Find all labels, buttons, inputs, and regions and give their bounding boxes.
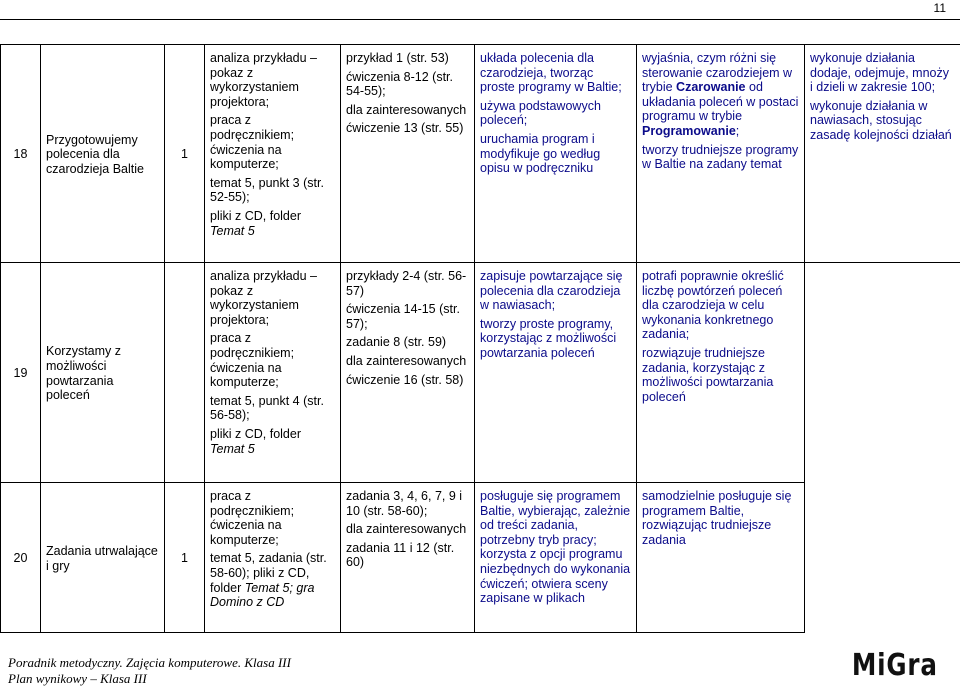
task-text: dla zainteresowanych: [346, 102, 467, 117]
task-text: przykład 1 (str. 53): [346, 51, 449, 65]
task-text: ćwiczenia 14-15 (str. 57);: [346, 302, 460, 331]
task-text: ćwiczenia 8-12 (str. 54-55);: [346, 69, 453, 99]
footer: [8, 655, 291, 687]
basic-text: posługuje się programem Baltie, wybierając, zależnie od treści zadania, potrzebny tryb pracy; korzysta z opcji programu niezbędnych do wykonania ćwiczeń; otwiera sceny zapisane w plikach: [480, 489, 631, 606]
method-cell: [205, 483, 341, 633]
basic-requirements-cell: [475, 45, 637, 263]
lesson-number: 20: [1, 483, 41, 633]
task-text: zadania 3, 4, 6, 7, 9 i 10 (str. 58-60);: [346, 489, 463, 518]
method-text: praca z podręcznikiem; ćwiczenia na komputerze;: [210, 113, 295, 172]
basic-requirements-cell: [475, 483, 637, 633]
task-text: dla zainteresowanych: [346, 353, 467, 368]
basic-text: używa podstawowych poleceń;: [480, 98, 601, 128]
mode-name-czarowanie: Czarowanie: [676, 80, 746, 95]
excellent-requirements-cell: [805, 45, 960, 263]
lesson-hours: [165, 263, 205, 483]
task-text: ćwiczenie 16 (str. 58): [346, 372, 464, 387]
method-text: temat 5, punkt 3 (str. 52-55);: [210, 175, 324, 205]
tasks-cell: [341, 45, 475, 263]
extended-requirements-cell: [637, 483, 805, 633]
extended-text-part: ;: [735, 123, 740, 138]
method-extra-text: temat 5, zadania (str. 58-60); pliki z CD, folder: [210, 551, 327, 595]
extended-text-part: wyjaśnia, czym różni się sterowanie czarodziejem w trybie: [642, 51, 793, 95]
extended-text: [642, 51, 799, 139]
method-text: temat 5, punkt 4 (str. 56-58);: [210, 393, 324, 423]
mode-name-programowanie: Programowanie: [642, 123, 736, 138]
task-text: ćwiczenie 13 (str. 55): [346, 121, 464, 136]
lesson-hours: 1: [165, 483, 205, 633]
table-row: [1, 483, 960, 633]
tasks-cell: [341, 483, 475, 633]
method-extra: [210, 551, 335, 609]
excellent-requirements-cell: [805, 263, 960, 483]
basic-text: zapisuje powtarzające się polecenia dla czarodzieja w nawiasach;: [480, 269, 623, 313]
lesson-number: 19: [1, 263, 41, 483]
basic-text: uruchamia program i modyfikuje go według opisu w podręczniku: [480, 131, 601, 176]
publisher-logo: MiGra: [852, 648, 938, 683]
basic-text: układa polecenia dla czarodzieja, tworząc proste programy w Baltie;: [480, 51, 622, 95]
header-rule: [0, 19, 960, 20]
method-cell: [205, 263, 341, 483]
lesson-topic: Przygotowujemy polecenia dla czarodzieja Baltie: [41, 45, 165, 263]
tasks-cell: [341, 263, 475, 483]
basic-text: tworzy proste programy, korzystając z możliwości powtarzania poleceń: [480, 316, 617, 360]
method-extra-italic: Temat 5: [210, 441, 255, 456]
task-text: przykłady 2-4 (str. 56-57): [346, 269, 467, 298]
extended-text: potrafi poprawnie określić liczbę powtórzeń poleceń dla czarodzieja w celu wykonania konkretnego zadania;: [642, 269, 784, 342]
method-text: analiza przykładu – pokaz z wykorzystaniem projektora;: [210, 269, 318, 327]
task-text: zadanie 8 (str. 59): [346, 335, 447, 350]
method-extra: [210, 427, 335, 456]
excellent-text: wykonuje działania dodaje, odejmuje, mnoży i dzieli w zakresie 100;: [810, 51, 949, 95]
lesson-number: 18: [1, 45, 41, 263]
page-number: 11: [933, 1, 946, 15]
footer-subtitle: Plan wynikowy – Klasa III: [8, 671, 147, 686]
extended-text: tworzy trudniejsze programy w Baltie na zadany temat: [642, 142, 799, 172]
lesson-plan-table: [0, 44, 960, 633]
table-row: [1, 263, 960, 483]
task-text: dla zainteresowanych: [346, 522, 467, 537]
extended-requirements-cell: [637, 263, 805, 483]
table-row: [1, 45, 960, 263]
method-extra-italic: Temat 5: [210, 223, 255, 238]
method-text: praca z podręcznikiem; ćwiczenia na komputerze;: [210, 331, 295, 390]
task-text: zadania 11 i 12 (str. 60): [346, 540, 455, 570]
method-extra: [210, 209, 335, 238]
method-extra-text: pliki z CD, folder: [210, 208, 301, 223]
method-text: analiza przykładu – pokaz z wykorzystaniem projektora;: [210, 51, 318, 109]
method-extra-text: pliki z CD, folder: [210, 426, 301, 441]
method-text: praca z podręcznikiem; ćwiczenia na komputerze;: [210, 489, 295, 547]
footer-title: Poradnik metodyczny. Zajęcia komputerowe. Klasa III: [8, 655, 291, 670]
extended-text: rozwiązuje trudniejsze zadania, korzystając z możliwości powtarzania poleceń: [642, 345, 774, 404]
basic-requirements-cell: [475, 263, 637, 483]
method-extra-italic: Temat 5; gra Domino z CD: [210, 580, 315, 610]
excellent-text: wykonuje działania w nawiasach, stosując zasadę kolejności działań: [810, 98, 952, 142]
lesson-topic: Zadania utrwalające i gry: [41, 483, 165, 633]
extended-text-part: od układania poleceń w postaci programu w trybie: [642, 80, 799, 124]
method-cell: [205, 45, 341, 263]
lesson-hours: 1: [165, 45, 205, 263]
extended-text: samodzielnie posługuje się programem Baltie, rozwiązując trudniejsze zadania: [642, 489, 792, 547]
extended-requirements-cell: [637, 45, 805, 263]
excellent-requirements-cell: [805, 483, 960, 633]
lesson-topic: Korzystamy z możliwości powtarzania poleceń: [41, 263, 165, 483]
